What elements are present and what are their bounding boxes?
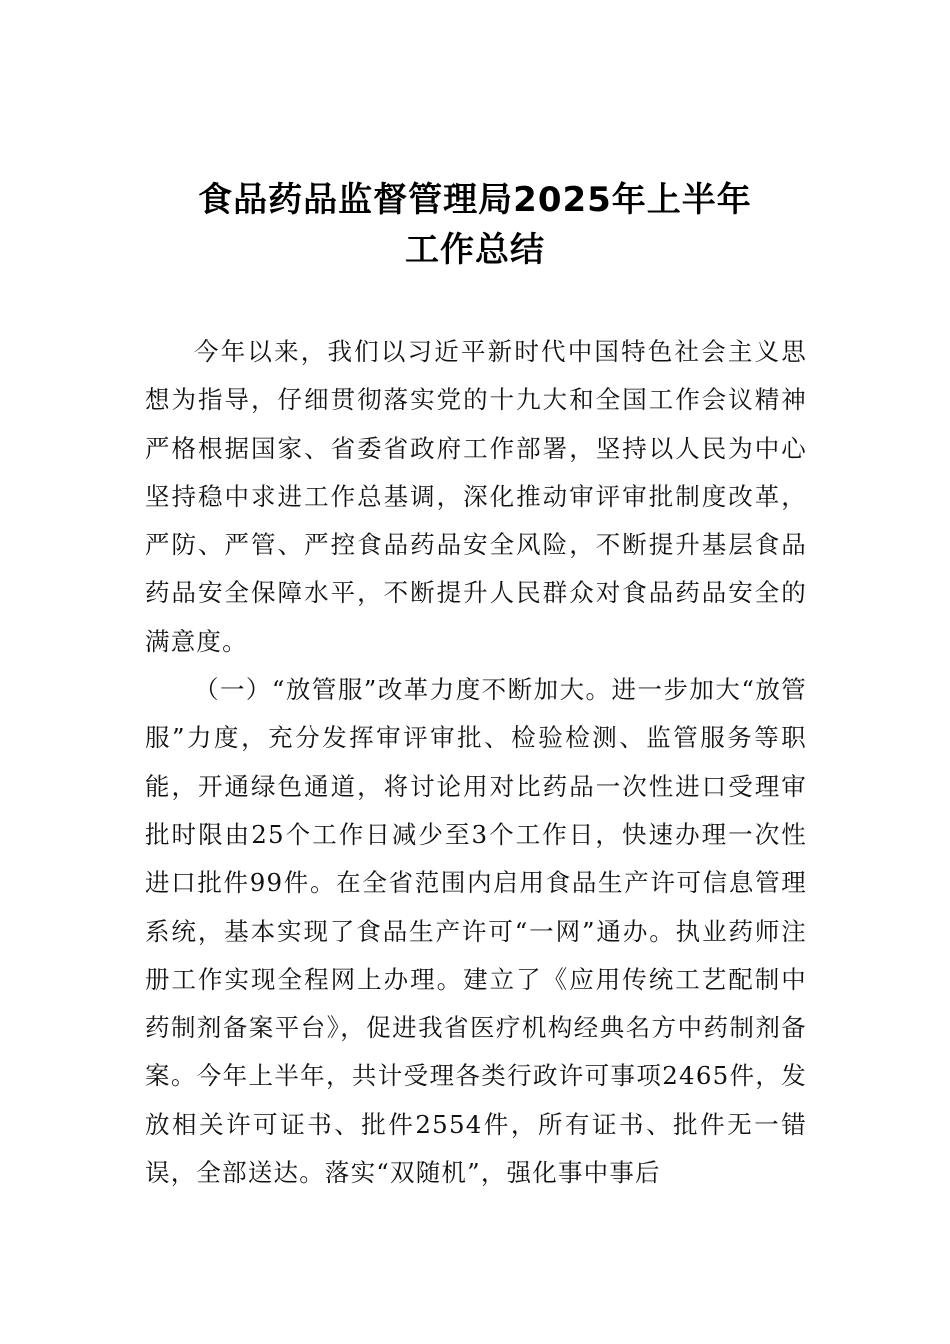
section-1-paragraph: （一）“放管服”改革力度不断加大。进一步加大“放管服”力度，充分发挥审评审批、检验检测、监管服务等职能，开通绿色通道，将讨论用对比药品一次性进口受理审批时限由25个工作日减少至3个工作日，快速办理一次性进口批件99件。在全省范围内启用食品生产许可信息管理系统，基本实现了食品生产许可“一网”通办。执业药师注册工作实现全程网上办理。建立了《应用传统工艺配制中药制剂备案平台》，促进我省医疗机构经典名方中药制剂备案。今年上半年，共计受理各类行政许可事项2465件，发放相关许可证书、批件2554件，所有证书、批件无一错误，全部送达。落实“双随机”，强化事中事后	[145, 675, 807, 1188]
intro-paragraph: 今年以来，我们以习近平新时代中国特色社会主义思想为指导，仔细贯彻落实党的十九大和全国工作会议精神严格根据国家、省委省政府工作部署，坚持以人民为中心坚持稳中求进工作总基调，深化推动审评审批制度改革，严防、严管、严控食品药品安全风险，不断提升基层食品药品安全保障水平，不断提升人民群众对食品药品安全的满意度。	[145, 337, 807, 656]
document-title-line-2: 工作总结	[405, 230, 545, 270]
document-title-line-1: 食品药品监督管理局2025年上半年	[198, 180, 752, 220]
document-body	[145, 328, 807, 1197]
